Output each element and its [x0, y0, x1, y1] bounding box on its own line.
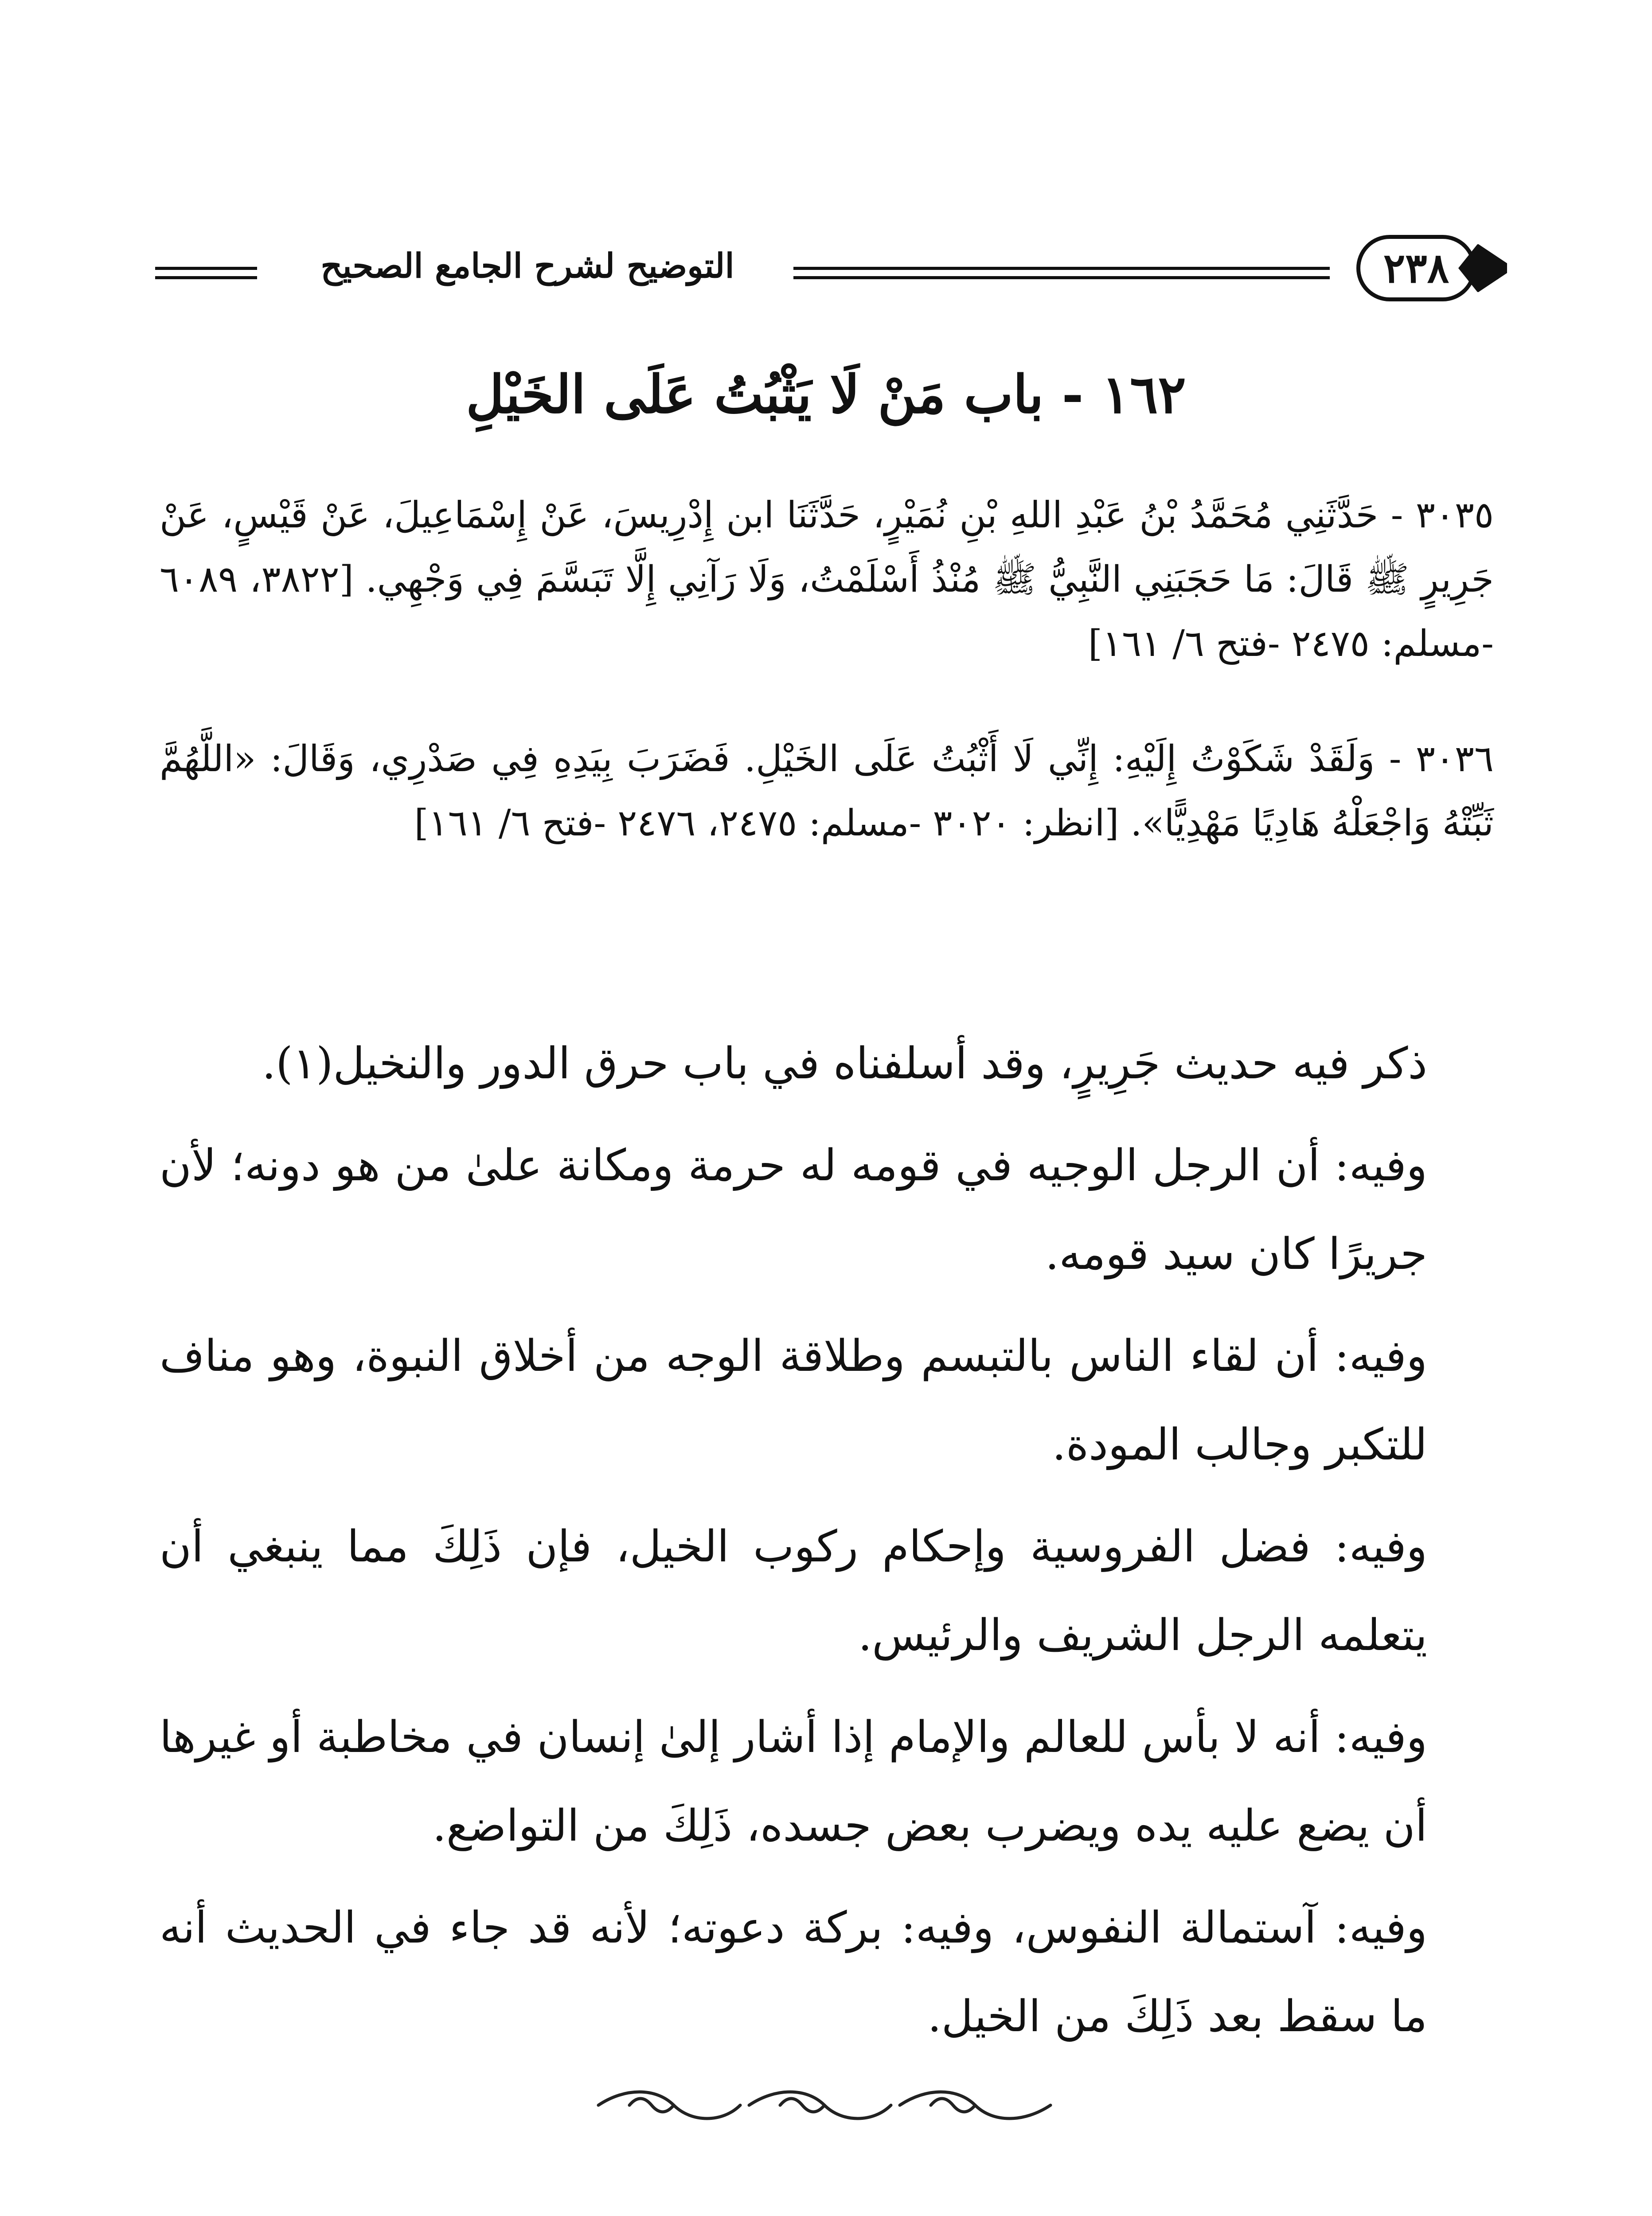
commentary: [160, 1019, 1494, 2074]
header-rule-left: [155, 267, 257, 270]
header-rule-middle: [793, 267, 1330, 270]
commentary-paragraph: وفيه: أن الرجل الوجيه في قومه له حرمة ومكانة علىٰ من هو دونه؛ لأن جريرًا كان سيد قومه.: [160, 1140, 1427, 1280]
page-number: ٢٣٨: [1383, 244, 1449, 292]
commentary-paragraph: ذكر فيه حديث جَرِيرٍ، وقد أسلفناه في باب حرق الدور والنخيل(١).: [262, 1038, 1427, 1089]
commentary-paragraph: وفيه: فضل الفروسية وإحكام ركوب الخيل، فإن ذَلِكَ مما ينبغي أن يتعلمه الرجل الشريف والرئيس.: [160, 1522, 1427, 1661]
running-title: التوضيح لشرح الجامع الصحيح: [320, 246, 734, 285]
header-rule-right: [1476, 267, 1498, 270]
chapter-heading: ١٦٢ - باب مَنْ لَا يَثْبُتُ عَلَى الخَيْلِ: [466, 363, 1186, 425]
page-number-badge: [1356, 235, 1476, 301]
section-divider-ornament-icon: [590, 2083, 1059, 2127]
hadith-text: ٣٠٣٥ - حَدَّثَنِي مُحَمَّدُ بْنُ عَبْدِ اللهِ بْنِ نُمَيْرٍ، حَدَّثَنَا ابن إِدْرِيسَ، عَنْ إِسْمَاعِيلَ، عَنْ قَيْسٍ، عَنْ جَرِيرٍ ﷺ قَالَ: مَا حَجَبَنِي النَّبِيُّ ﷺ مُنْذُ أَسْلَمْتُ، وَلَا رَآنِي إِلَّا تَبَسَّمَ فِي وَجْهِي. [٣٨٢٢، ٦٠٨٩ -مسلم: ٢٤٧٥ -فتح ٦/ ١٦١]: [160, 494, 1494, 665]
page-header: [146, 235, 1498, 310]
commentary-paragraph: وفيه: آستمالة النفوس، وفيه: بركة دعوته؛ لأنه قد جاء في الحديث أنه ما سقط بعد ذَلِكَ من الخيل.: [160, 1903, 1427, 2042]
commentary-paragraph: وفيه: أنه لا بأس للعالم والإمام إذا أشار إلىٰ إنسان في مخاطبة أو غيرها أن يضع عليه يده ويضرب بعض جسده، ذَلِكَ من التواضع.: [160, 1712, 1427, 1851]
hadith-text: ٣٠٣٦ - وَلَقَدْ شَكَوْتُ إِلَيْهِ: إِنِّي لَا أَثْبُتُ عَلَى الخَيْلِ. فَضَرَبَ بِيَدِهِ فِي صَدْرِي، وَقَالَ: «اللَّهُمَّ ثَبِّتْهُ وَاجْعَلْهُ هَادِيًا مَهْدِيًّا». [انظر: ٣٠٢٠ -مسلم: ٢٤٧٥، ٢٤٧٦ -فتح ٦/ ١٦١]: [160, 738, 1494, 844]
commentary-paragraph: وفيه: أن لقاء الناس بالتبسم وطلاقة الوجه من أخلاق النبوة، وهو مناف للتكبر وجالب المودة.: [160, 1331, 1427, 1470]
